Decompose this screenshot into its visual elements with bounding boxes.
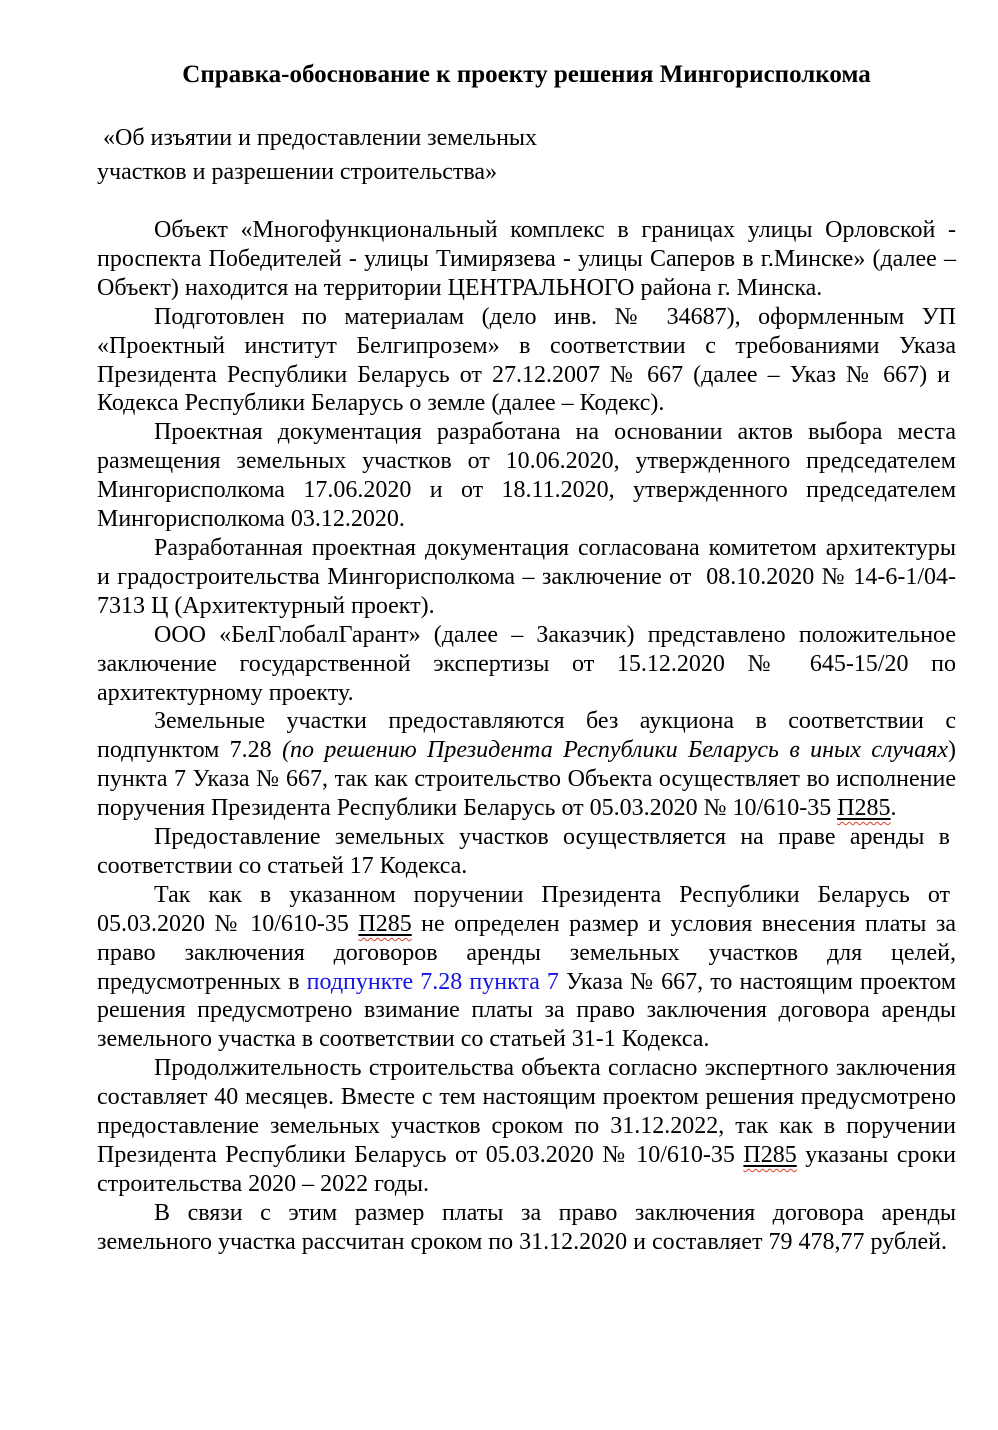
text-run: ООО «БелГлобалГарант» (далее – Заказчик) представлено положительное заключение государственной экспертизы от 15.12.2020 № 645-15/20 по архитектурному проекту. xyxy=(97,621,956,706)
paragraph-lease-right xyxy=(97,823,956,881)
link-subpoint-7-28[interactable]: подпункте 7.28 пункта 7 xyxy=(306,968,559,995)
text-run: Предоставление земельных участков осуществляется на праве аренды в соответствии со статьей 17 Кодекса. xyxy=(97,824,956,879)
ref-p285-underline xyxy=(837,795,890,821)
paragraph-architecture-approval xyxy=(97,534,956,621)
ref-p285-underline xyxy=(358,911,411,937)
text-run: В связи с этим размер платы за право заключения договора аренды земельного участка рассчитан сроком по 31.12.2020 и составляет 79 478,77 рублей. xyxy=(97,1199,956,1255)
text-run: Объект «Многофункциональный комплекс в границах улицы Орловской - проспекта Победителей - улицы Тимирязева - улицы Саперов в г.Минске» (далее – Объект) находится на территории ЦЕНТРАЛЬНОГО района г. Минска. xyxy=(97,217,956,301)
misspelled-word-p285: П285 xyxy=(358,910,412,937)
misspelled-word-p285: П285 xyxy=(743,1142,797,1168)
text-run: не определен размер и условия внесения платы за право заключения договоров аренды земельных участков для целей, предусмотренных в xyxy=(97,910,957,995)
text-run: Подготовлен по материалам (дело инв. № 34687), оформленным УП «Проектный институт Белгипрозем» в соответствии с требованиями Указа Президента Республики Беларусь от 27.12.2007 № 667 (далее – Указ № 667) и Кодекса Республики Беларусь о земле (далее – Кодекс). xyxy=(97,303,956,417)
paragraph-materials xyxy=(97,303,956,419)
text-run: Продолжительность строительства объекта согласно экспертного заключения составляет 40 месяцев. Вместе с тем настоящим проектом решения предусмотрено предоставление земельных участков сроком по 31.12.2022, так как в поручении Президента Республики Беларусь от 05.03.2020 № 10/610-35 xyxy=(97,1055,956,1168)
text-run: ) пункта 7 Указа № 667, так как строительство Объекта осуществляет во исполнение поручения Президента Республики Беларусь от 05.03.2020 № 10/610-35 xyxy=(97,737,957,822)
paragraph-payment-basis xyxy=(97,881,956,1054)
text-run: Указа № 667, то настоящим проектом решения предусмотрено взимание платы за право заключения договора аренды земельного участка в соответствии со статьей 31-1 Кодекса. xyxy=(97,968,957,1053)
paragraph-object xyxy=(97,216,956,303)
paragraph-project-documentation xyxy=(97,418,956,534)
ref-p285-underline xyxy=(743,1142,796,1168)
paragraph-state-expertise xyxy=(97,621,956,708)
text-run: Так как в указанном поручении Президента Республики Беларусь от 05.03.2020 № 10/610-35 xyxy=(97,881,956,937)
paragraph-auction-exemption xyxy=(97,707,956,823)
subject-line-1: «Об изъятии и предоставлении земельных xyxy=(97,125,538,151)
subject-line-2: участков и разрешении строительства» xyxy=(97,159,498,185)
document-subject xyxy=(97,121,956,189)
misspelled-word-p285: П285 xyxy=(837,795,891,822)
paragraph-construction-duration xyxy=(97,1054,956,1199)
document-body xyxy=(97,216,956,1257)
paragraph-payment-amount xyxy=(97,1199,956,1257)
text-run: . xyxy=(890,795,897,822)
text-run: Разработанная проектная документация согласована комитетом архитектуры и градостроительства Мингорисполкома – заключение от 08.10.2020 № 14-6-1/04-7313 Ц (Архитектурный проект). xyxy=(97,534,956,619)
text-run: указаны сроки строительства 2020 – 2022 годы. xyxy=(97,1142,956,1197)
text-run: Земельные участки предоставляются без аукциона в соответствии с подпунктом 7.28 xyxy=(97,708,956,764)
italic-note: (по решению Президента Республики Беларусь в иных случаях xyxy=(282,737,949,764)
text-run: Проектная документация разработана на основании актов выбора места размещения земельных участков от 10.06.2020, утвержденного председателем Мингорисполкома 17.06.2020 и от 18.11.2020, утвержденного председателем Мингорисполкома 03.12.2020. xyxy=(97,419,956,533)
document-title: Справка-обоснование к проекту решения Мингорисполкома xyxy=(182,61,871,88)
